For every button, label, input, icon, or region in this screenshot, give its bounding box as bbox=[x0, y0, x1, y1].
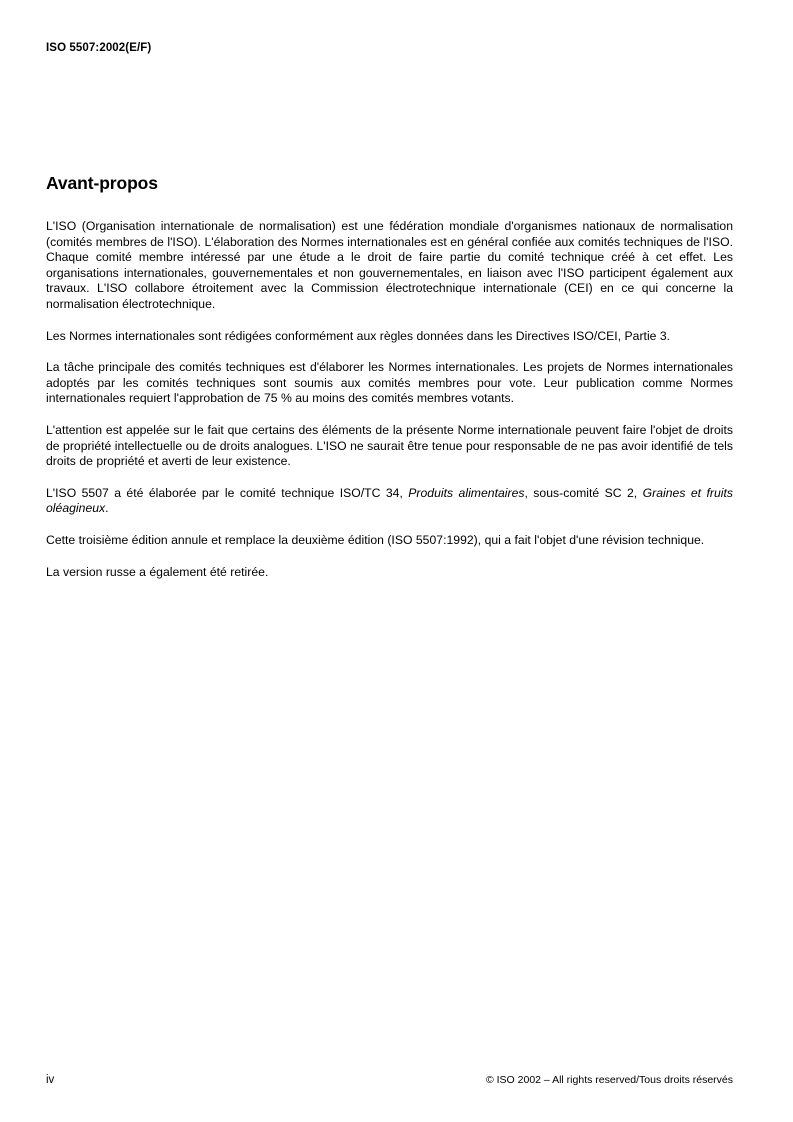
running-header: ISO 5507:2002(E/F) bbox=[46, 42, 152, 54]
paragraph-foreword-7: La version russe a également été retirée. bbox=[46, 564, 269, 579]
paragraph-foreword-2: Les Normes internationales sont rédigées conformément aux règles données dans les Directives ISO/CEI, Partie 3. bbox=[46, 328, 671, 343]
paragraph-5-text-before-first-italic: L'ISO 5507 a été élaborée par le comité technique ISO/TC 34, bbox=[46, 485, 409, 500]
paragraph-foreword-4: L'attention est appelée sur le fait que certains des éléments de la présente Norme internationale peuvent faire l'objet de droits de propriété intellectuelle ou de droits analogues. L'ISO ne saurait être tenue pour responsable de ne pas avoir identifié de tels droits de propriété et averti de leur existence. bbox=[46, 422, 733, 469]
paragraph-5-italic-subcommittee-title: Graines et fruits oléagineux bbox=[46, 485, 733, 516]
paragraph-foreword-1: L'ISO (Organisation internationale de normalisation) est une fédération mondiale d'organismes nationaux de normalisation (comités membres de l'ISO). L'élaboration des Normes internationales est en général confiée aux comités techniques de l'ISO. Chaque comité membre intéressé par une étude a le droit de faire partie du comité technique créé à cet effet. Les organisations internationales, gouvernementales et non gouvernementales, en liaison avec l'ISO participent également aux travaux. L'ISO collabore étroitement avec la Commission électrotechnique internationale (CEI) en ce qui concerne la normalisation électrotechnique. bbox=[46, 219, 733, 311]
page-content bbox=[46, 172, 733, 580]
page-footer bbox=[46, 1073, 733, 1089]
paragraph-foreword-3: La tâche principale des comités techniques est d'élaborer les Normes internationales. Les projets de Normes internationales adoptés par les comités techniques sont soumis aux comités membres pour vote. Leur publication comme Normes internationales requiert l'approbation de 75 % au moins des comités membres votants. bbox=[46, 360, 733, 406]
paragraph-foreword-5 bbox=[46, 486, 733, 517]
paragraph-5-italic-committee-title: Produits alimentaires bbox=[408, 485, 525, 500]
paragraph-5-text-between-italics: , sous-comité SC 2, bbox=[524, 485, 643, 500]
footer-copyright-notice: © ISO 2002 – All rights reserved/Tous droits réservés bbox=[485, 1074, 733, 1086]
page-title: Avant-propos bbox=[46, 173, 158, 193]
footer-page-number: iv bbox=[46, 1074, 55, 1086]
paragraph-foreword-6: Cette troisième édition annule et remplace la deuxième édition (ISO 5507:1992), qui a fait l'objet d'une révision technique. bbox=[46, 532, 705, 547]
paragraph-5-text-after-last-italic: . bbox=[105, 501, 109, 516]
